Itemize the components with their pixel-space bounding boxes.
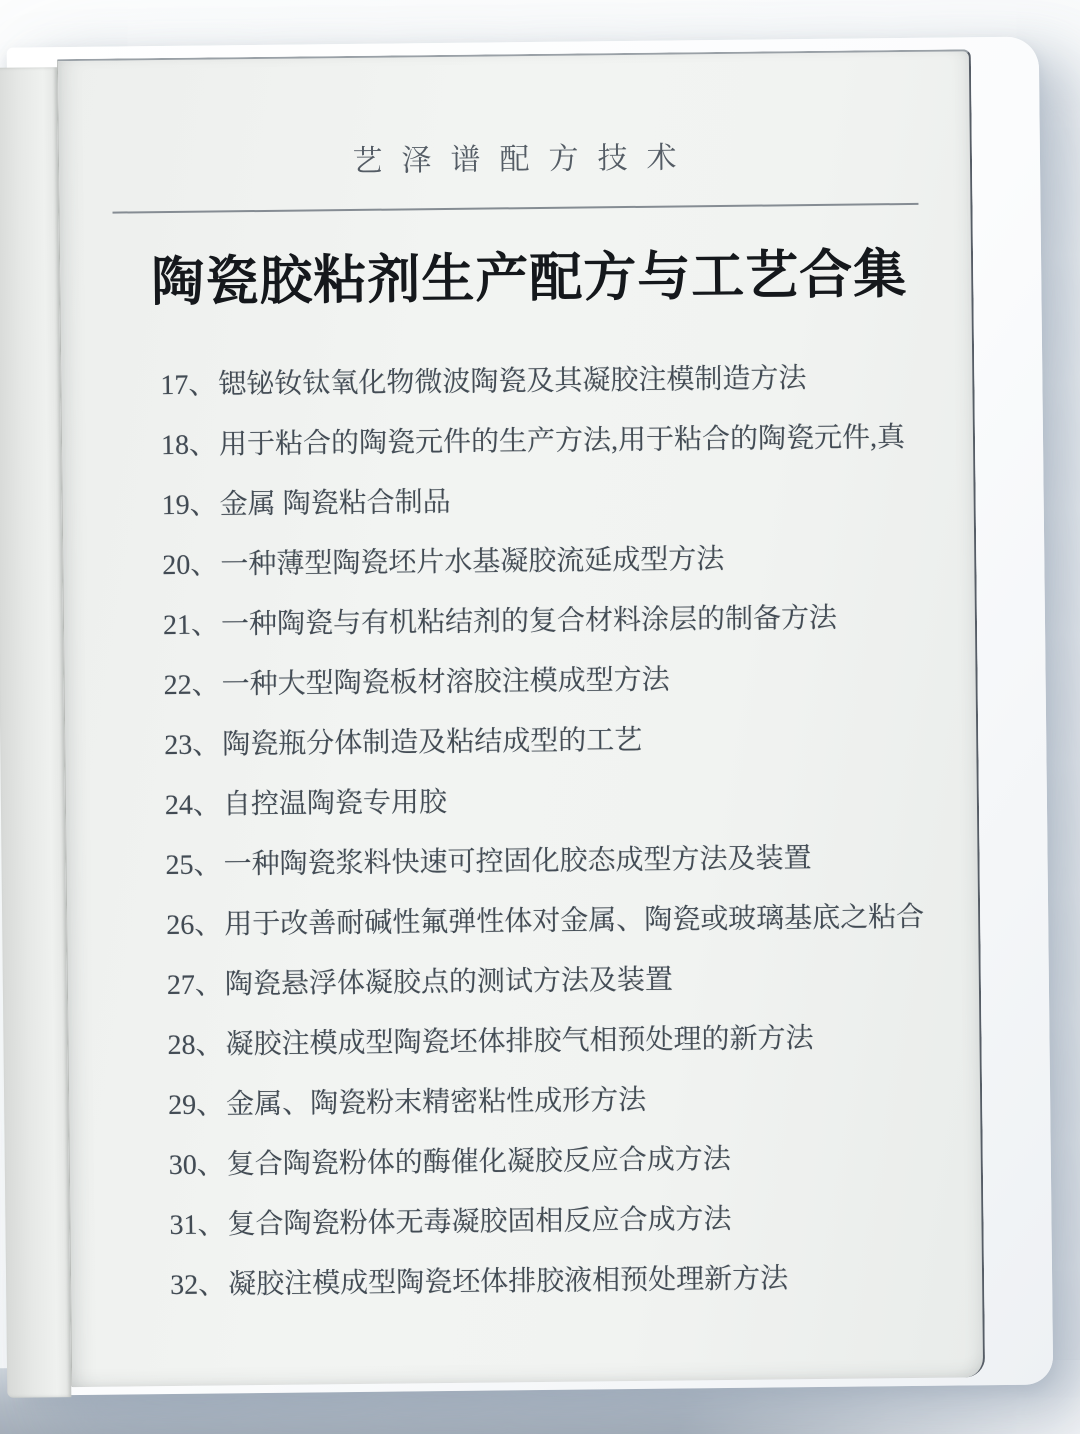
item-number: 30、 xyxy=(168,1149,226,1182)
list-item xyxy=(163,647,976,716)
item-title: 一种陶瓷浆料快速可控固化胶态成型方法及装置 xyxy=(223,843,812,881)
list-item xyxy=(164,707,977,776)
item-title: 一种薄型陶瓷坯片水基凝胶流延成型方法 xyxy=(220,543,725,581)
header-divider xyxy=(112,203,918,214)
list-item xyxy=(165,767,978,836)
item-number: 18、 xyxy=(160,429,218,462)
list-item xyxy=(163,587,976,656)
item-title: 复合陶瓷粉体无毒凝胶固相反应合成方法 xyxy=(227,1203,732,1241)
item-number: 23、 xyxy=(164,729,221,762)
item-number: 29、 xyxy=(168,1089,225,1122)
item-number: 24、 xyxy=(164,789,222,822)
book-page xyxy=(57,49,985,1387)
item-title: 凝胶注模成型陶瓷坯体排胶液相预处理新方法 xyxy=(227,1263,789,1301)
item-title: 复合陶瓷粉体的酶催化凝胶反应合成方法 xyxy=(226,1143,731,1181)
patent-list xyxy=(160,347,982,1316)
list-item xyxy=(169,1127,982,1196)
item-number: 31、 xyxy=(169,1209,226,1242)
item-title: 金属、陶瓷粉末精密粘性成形方法 xyxy=(226,1084,647,1121)
item-title: 一种大型陶瓷板材溶胶注模成型方法 xyxy=(221,664,670,701)
item-number: 32、 xyxy=(169,1269,227,1302)
item-title: 凝胶注模成型陶瓷坯体排胶气相预处理的新方法 xyxy=(225,1023,814,1061)
item-number: 22、 xyxy=(163,669,220,702)
item-number: 20、 xyxy=(162,549,219,582)
page-content xyxy=(58,51,983,1387)
item-title: 金属 陶瓷粘合制品 xyxy=(219,486,451,521)
item-title: 自控温陶瓷专用胶 xyxy=(222,787,448,821)
item-number: 21、 xyxy=(162,609,220,642)
item-title: 锶铋钕钛氧化物微波陶瓷及其凝胶注模制造方法 xyxy=(218,363,807,401)
list-item xyxy=(168,1067,981,1136)
item-number: 25、 xyxy=(165,849,222,882)
item-number: 19、 xyxy=(161,489,218,522)
list-item xyxy=(167,1007,980,1076)
page-title: 陶瓷胶粘剂生产配方与工艺合集 xyxy=(150,246,908,313)
list-item xyxy=(162,527,975,596)
item-title: 用于粘合的陶瓷元件的生产方法,用于粘合的陶瓷元件,真 xyxy=(218,422,906,461)
item-number: 26、 xyxy=(166,909,223,942)
item-number: 27、 xyxy=(166,969,224,1002)
list-item xyxy=(166,887,979,956)
item-number: 28、 xyxy=(167,1029,224,1062)
list-item xyxy=(160,347,973,416)
item-title: 用于改善耐碱性氟弹性体对金属、陶瓷或玻璃基底之粘合 xyxy=(224,901,925,941)
item-title: 一种陶瓷与有机粘结剂的复合材料涂层的制备方法 xyxy=(220,602,838,641)
list-item xyxy=(161,407,974,476)
brand-header: 艺泽谱配方技术 xyxy=(352,141,696,178)
list-item xyxy=(170,1247,983,1316)
list-item xyxy=(167,947,980,1016)
list-item xyxy=(165,827,978,896)
item-title: 陶瓷悬浮体凝胶点的测试方法及装置 xyxy=(224,964,674,1001)
list-item xyxy=(169,1187,982,1256)
item-number: 17、 xyxy=(160,369,217,402)
item-title: 陶瓷瓶分体制造及粘结成型的工艺 xyxy=(222,724,643,761)
list-item xyxy=(161,467,974,536)
